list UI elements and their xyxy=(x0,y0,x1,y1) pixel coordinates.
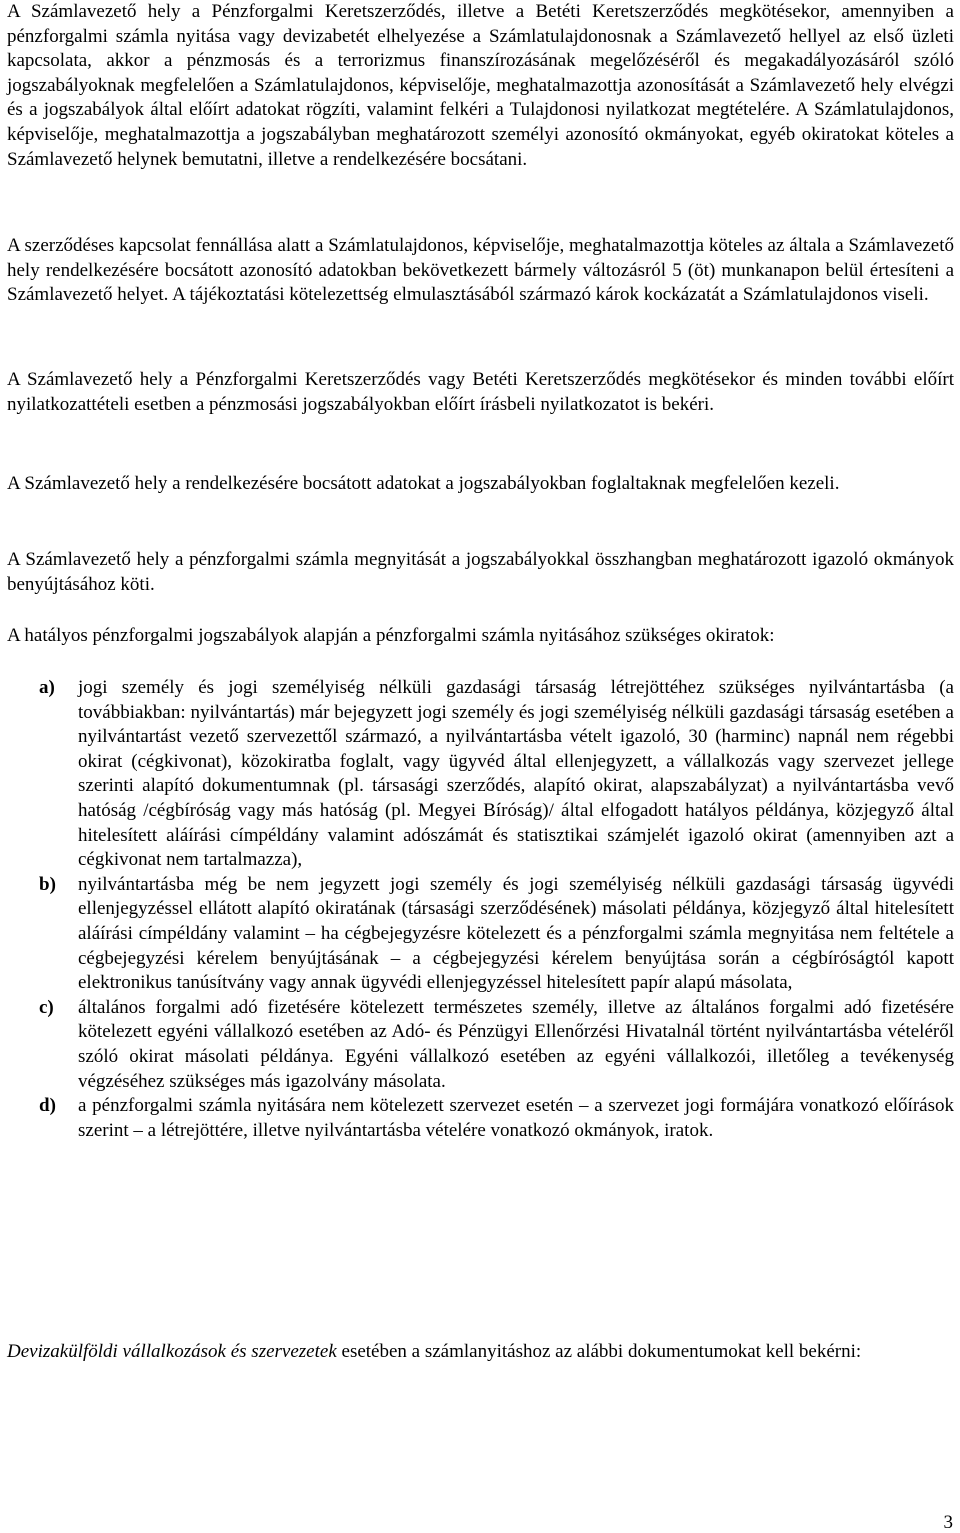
list-item-text: a pénzforgalmi számla nyitására nem kötelezett szervezet esetén – a szervezet jogi formájára vonatkozó előírások szerint – a létrejöttére, illetve nyilvántartásba vételére vonatkozó okmányok, iratok. xyxy=(78,1095,954,1141)
list-item xyxy=(7,676,954,873)
list-item-marker: d) xyxy=(39,1095,56,1117)
list-item xyxy=(7,996,954,1094)
paragraph-written-declaration: A Számlavezető hely a Pénzforgalmi Keretszerződés vagy Betéti Keretszerződés megkötésekor és minden további előírt nyilatkozattételi esetben a pénzmosási jogszabályokban előírt írásbeli nyilatkozatot is bekéri. xyxy=(7,369,954,415)
paragraph-required-documents-intro: A hatályos pénzforgalmi jogszabályok alapján a pénzforgalmi számla nyitásához szükséges okiratok: xyxy=(7,625,775,646)
paragraph-data-handling: A Számlavezető hely a rendelkezésére bocsátott adatokat a jogszabályokban foglaltaknak megfelelően kezeli. xyxy=(7,473,840,494)
list-item-marker: a) xyxy=(39,677,55,698)
list-item-marker: c) xyxy=(39,996,54,1018)
foreign-entities-text: esetében a számlanyitáshoz az alábbi dokumentumokat kell bekérni: xyxy=(336,1341,862,1362)
list-item-text: nyilvántartásba még be nem jegyzett jogi személy és jogi személyiség nélküli gazdasági társaság ügyvédi ellenjegyzéssel ellátott alapító okiratának (társasági szerződésének) másolati példánya, közjegyző által hitelesített aláírási címpéldány valamint – ha cégbejegyzésre kötelezett és a pénzforgalmi számla megnyitása nem feltétele a cégbejegyzési kérelem benyújtásának – a cégbejegyzési kérelem benyújtása során a cégbíróságtól kapott elektronikus tanúsítvány vagy annak ügyvédi ellenjegyzéssel hitelesített papír alapú másolata, xyxy=(78,873,954,994)
paragraph-data-change-notification: A szerződéses kapcsolat fennállása alatt a Számlatulajdonos, képviselője, meghatalmazottja köteles az általa a Számlavezető hely rendelkezésére bocsátott azonosító adatokban bekövetkezett bármely változásról 5 (öt) munkanapon belül értesíteni a Számlavezető helyet. A tájékoztatási kötelezettség elmulasztásából származó károk kockázatát a Számlatulajdonos viseli. xyxy=(7,235,954,306)
paragraph-account-opening-condition: A Számlavezető hely a pénzforgalmi számla megnyitását a jogszabályokkal összhangban meghatározott igazoló okmányok benyújtásához köti. xyxy=(7,549,954,595)
list-item xyxy=(7,1094,954,1143)
paragraph-customer-identification: A Számlavezető hely a Pénzforgalmi Keretszerződés, illetve a Betéti Keretszerződés megkötésekor, amennyiben a pénzforgalmi számla nyitása vagy devizabetét elhelyezése a Számlatulajdonosnak a Számlavezető hellyel az első üzleti kapcsolata, akkor a pénzmosás és a terrorizmus finanszírozásának megelőzéséről és megakadályozásáról szóló jogszabályoknak megfelelően a Számlatulajdonos, képviselője, meghatalmazottja azonosítását a Számlavezető hely elvégzi és a jogszabályok által előírt adatokat rögzíti, valamint felkéri a Tulajdonosi nyilatkozat megtételére. A Számlatulajdonos, képviselője, meghatalmazottja a jogszabályban meghatározott személyi azonosító okmányokat, egyéb okiratokat köteles a Számlavezető helynek bemutatni, illetve a rendelkezésére bocsátani. xyxy=(7,1,954,170)
list-item-text: általános forgalmi adó fizetésére kötelezett természetes személy, illetve az általános forgalmi adó fizetésére kötelezett egyéni vállalkozó esetében az Adó- és Pénzügyi Ellenőrzési Hivatalnál történt nyilvántartásba vételéről szóló okirat másolati példánya. Egyéni vállalkozó esetében az egyéni vállalkozói, illetőleg a tevékenység végzéséhez szükséges más igazolvány másolata. xyxy=(78,996,954,1092)
paragraph-foreign-entities xyxy=(7,1340,861,1365)
list-item-text: jogi személy és jogi személyiség nélküli gazdasági társaság létrejöttéhez szükséges nyilvántartásba (a továbbiakban: nyilvántartás) már bejegyzett jogi személy és jogi személyiség nélküli gazdasági társaság esetében a nyilvántartást vezető szervezettől származó, a nyilvántartásba vételt igazoló, 30 (harminc) napnál nem régebbi okirat (cégkivonat), közokiratba foglalt, vagy ügyvéd által ellenjegyzett, a vállalkozás vagy szervezet jellege szerinti alapító dokumentumnak (pl. társasági szerződés, alapító okirat, alapszabályzat) a nyilvántartásba vevő hatóság /cégbíróság vagy más hatóság (pl. Megyei Bíróság)/ által elfogadott hatályos példánya, közjegyző által hitelesített aláírási címpéldány valamint adószámát és statisztikai számjelét igazoló okirat (amennyiben azt a cégkivonat nem tartalmazza), xyxy=(78,677,954,871)
required-documents-list xyxy=(7,676,954,1143)
foreign-entities-emphasis: Devizakülföldi vállalkozások és szervezetek xyxy=(7,1341,337,1362)
page-number: 3 xyxy=(943,1512,953,1533)
list-item xyxy=(7,873,954,996)
list-item-marker: b) xyxy=(39,873,56,895)
